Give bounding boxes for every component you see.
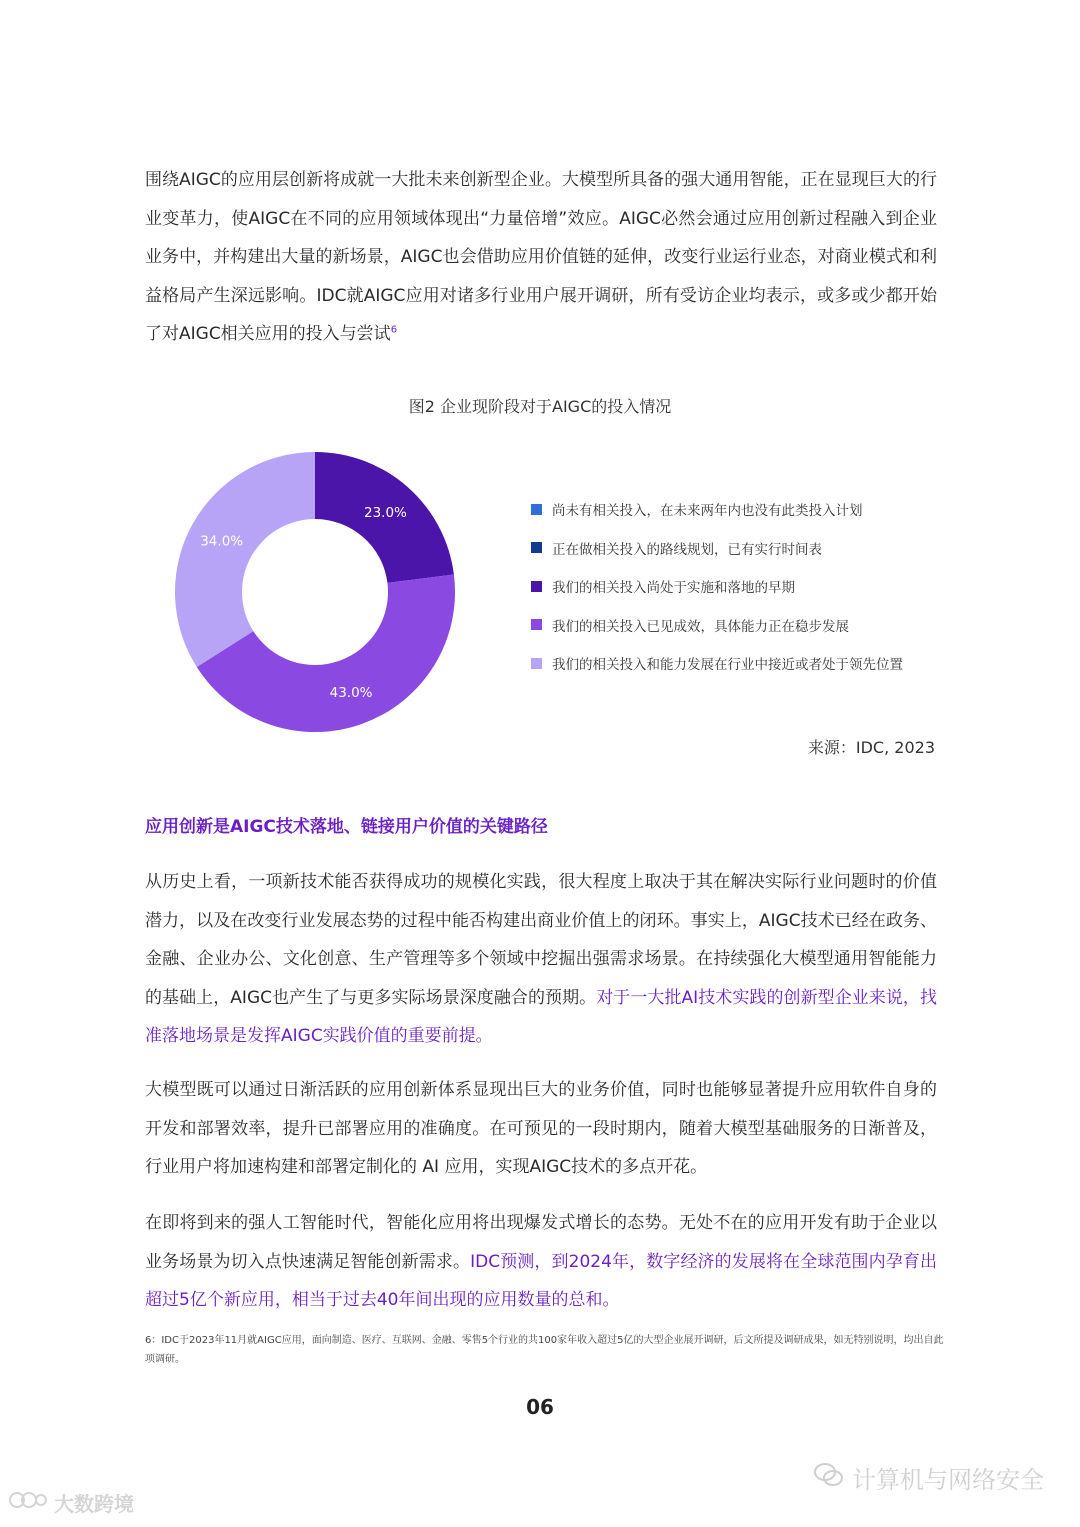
intro-paragraph — [145, 161, 937, 354]
figure-source: 来源：IDC, 2023 — [807, 738, 935, 757]
donut-chart — [170, 447, 460, 737]
watermark-right-text: 计算机与网络安全 — [852, 1466, 1044, 1494]
legend-label: 正在做相关投入的路线规划，已有实行时间表 — [552, 541, 822, 558]
legend-item — [531, 606, 951, 645]
legend-item — [531, 567, 951, 606]
chart-legend — [531, 490, 951, 683]
intro-paragraph-text: 围绕AIGC的应用层创新将成就一大批未来创新型企业。大模型所具备的强大通用智能，正在显现巨大的行业变革力，使AIGC在不同的应用领域体现出“力量倍增”效应。AIGC必然会通过应用创新过程融入到企业业务中，并构建出大量的新场景，AIGC也会借助应用价值链的延伸，改变行业运行业态，对商业模式和利益格局产生深远影响。IDC就AIGC应用对诸多行业用户展开调研，所有受访企业均表示，或多或少都开始了对AIGC相关应用的投入与尝试 — [145, 170, 937, 344]
page-number: 06 — [526, 1395, 554, 1419]
figure-title: 图2 企业现阶段对于AIGC的投入情况 — [408, 397, 672, 416]
legend-item — [531, 529, 951, 568]
wechat-icon — [814, 1462, 844, 1494]
donut-slice — [175, 452, 315, 667]
model-paragraph-text: 大模型既可以通过日渐活跃的应用创新体系显现出巨大的业务价值，同时也能够显著提升应用软件自身的开发和部署效率，提升已部署应用的准确度。在可预见的一段时期内，随着大模型基础服务的日渐普及，行业用户将加速构建和部署定制化的 AI 应用，实现AIGC技术的多点开花。 — [145, 1080, 937, 1177]
legend-item — [531, 644, 951, 683]
legend-swatch — [531, 504, 542, 515]
legend-label: 我们的相关投入尚处于实施和落地的早期 — [552, 580, 795, 597]
history-paragraph-text: 从历史上看，一项新技术能否获得成功的规模化实践，很大程度上取决于其在解决实际行业问题时的价值潜力，以及在改变行业发展态势的过程中能否构建出商业价值上的闭环。事实上，AIGC技术已经在政务、金融、企业办公、文化创意、生产管理等多个领域中挖掘出强需求场景。在持续强化大模型通用智能能力的基础上，AIGC也产生了与更多实际场景深度融合的预期。 — [145, 872, 937, 1008]
donut-slice-label: 23.0% — [363, 505, 407, 522]
section-heading: 应用创新是AIGC技术落地、链接用户价值的关键路径 — [145, 817, 548, 837]
donut-slice-label: 34.0% — [200, 533, 244, 550]
watermark-left-text: 大数跨境 — [54, 1492, 134, 1516]
legend-swatch — [531, 658, 542, 669]
legend-swatch — [531, 542, 542, 553]
logo-icon — [8, 1489, 48, 1516]
legend-swatch — [531, 619, 542, 630]
history-paragraph-highlight: 对于一大批AI技术实践的创新型企业来说，找准落地场景是发挥AIGC实践价值的重要前提。 — [145, 987, 937, 1046]
era-paragraph — [145, 1204, 937, 1320]
legend-swatch — [531, 581, 542, 592]
era-paragraph-highlight: IDC预测，到2024年，数字经济的发展将在全球范围内孕育出超过5亿个新应用，相当于过去40年间出现的应用数量的总和。 — [145, 1251, 937, 1310]
footnote-ref[interactable]: 6 — [390, 324, 398, 336]
legend-label: 我们的相关投入和能力发展在行业中接近或者处于领先位置 — [552, 657, 903, 674]
watermark-left — [8, 1488, 134, 1517]
history-paragraph — [145, 863, 937, 1056]
legend-label: 我们的相关投入已见成效，具体能力正在稳步发展 — [552, 618, 849, 635]
donut-slice-label: 43.0% — [329, 685, 373, 702]
footnote: 6：IDC于2023年11月就AIGC应用，面向制造、医疗、互联网、金融、零售5个行业的共100家年收入超过5亿的大型企业展开调研，后文所提及调研成果，如无特别说明，均出自此项调研。 — [145, 1335, 944, 1365]
era-paragraph-text: 在即将到来的强人工智能时代，智能化应用将出现爆发式增长的态势。无处不在的应用开发有助于企业以业务场景为切入点快速满足智能创新需求。 — [145, 1213, 937, 1272]
legend-label: 尚未有相关投入，在未来两年内也没有此类投入计划 — [552, 503, 863, 520]
legend-item — [531, 490, 951, 529]
model-paragraph — [145, 1071, 937, 1187]
watermark-right — [814, 1460, 1044, 1495]
